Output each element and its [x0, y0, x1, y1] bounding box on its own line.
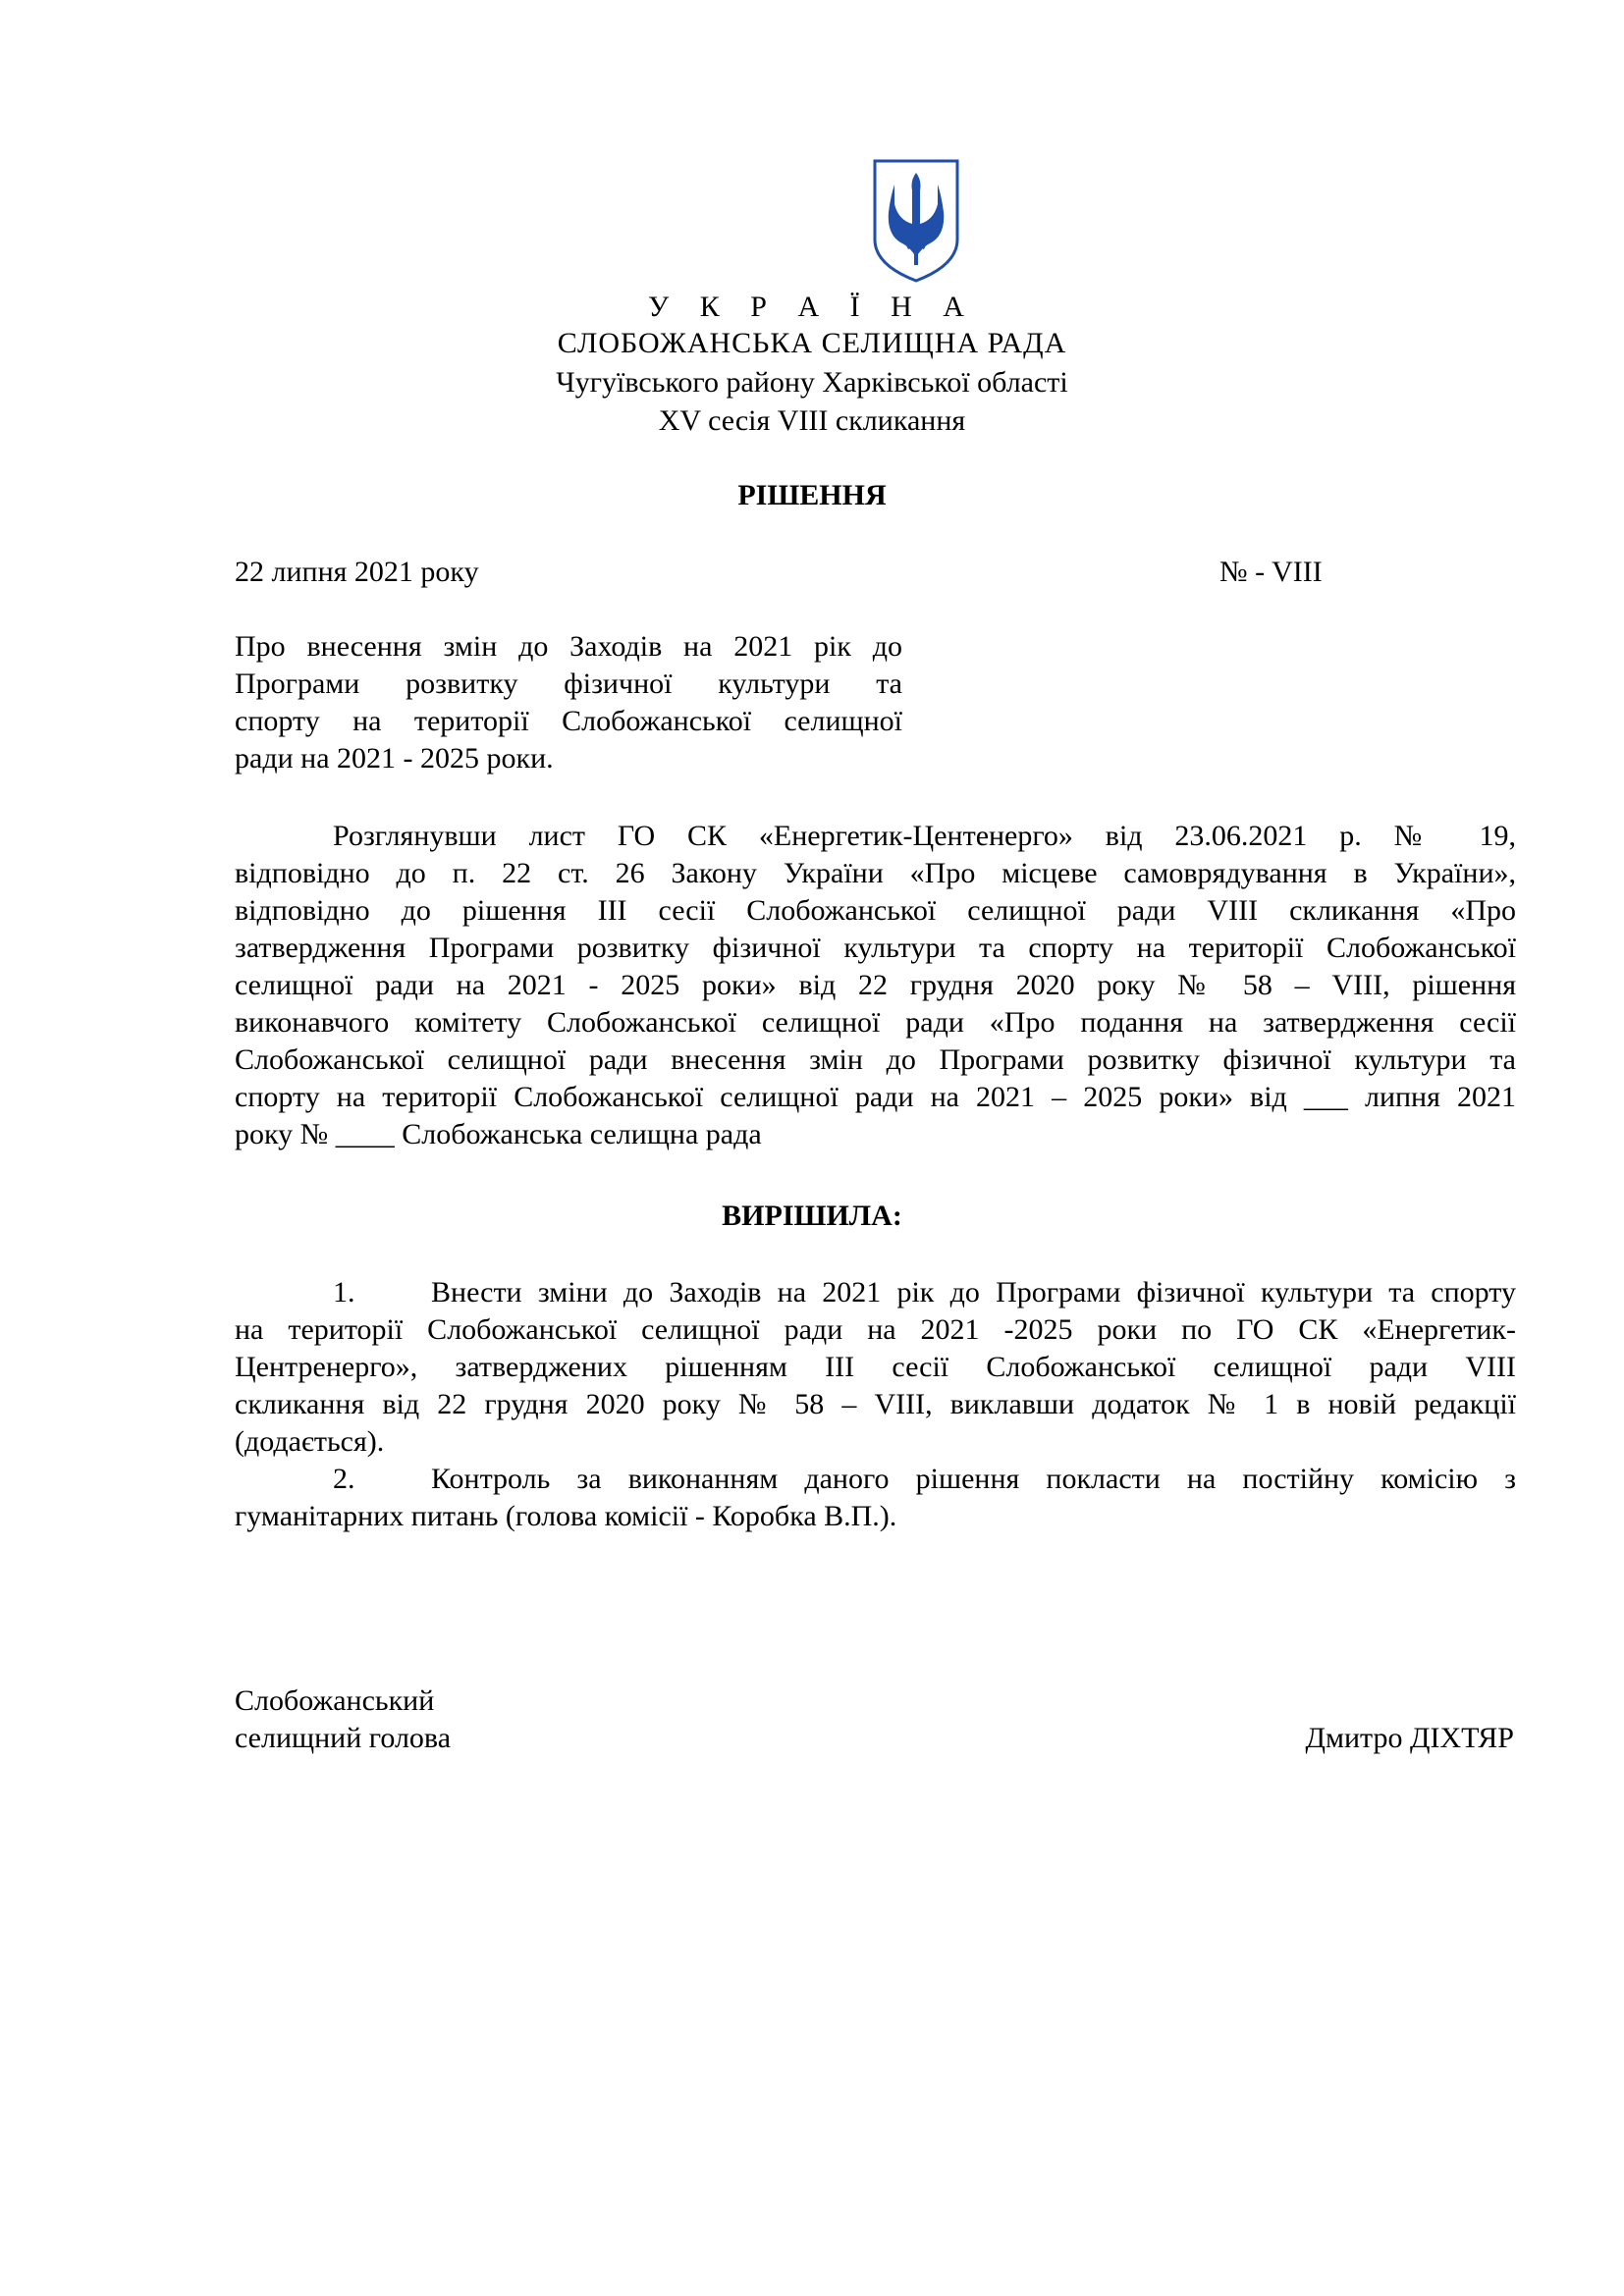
- document-title: РІШЕННЯ: [737, 479, 887, 511]
- preamble-line: виконавчого комітету Слобожанської селищної ради «Про подання на затвердження сесії: [235, 1006, 1516, 1039]
- preamble-line: Слобожанської селищної ради внесення змін до Програми розвитку фізичної культури та: [235, 1043, 1516, 1076]
- decision-subject: [235, 628, 902, 777]
- item-line: Центренерго», затверджених рішенням ІІІ сесії Слобожанської селищної ради VIII: [235, 1351, 1516, 1383]
- signatory-name: Дмитро ДІХТЯР: [1305, 1722, 1514, 1754]
- item-line: гуманітарних питань (голова комісії - Коробка В.П.).: [235, 1500, 897, 1532]
- item-text: Внести зміни до Заходів на 2021 рік до Програми фізичної культури та спорту: [431, 1276, 1516, 1308]
- preamble-line: селищної ради на 2021 - 2025 роки» від 22 грудня 2020 року № 58 – VIII, рішення: [235, 969, 1516, 1001]
- preamble-line: спорту на території Слобожанської селищної ради на 2021 – 2025 роки» від ___ липня 2021: [235, 1081, 1516, 1113]
- decided-heading: ВИРІШИЛА:: [722, 1200, 902, 1232]
- item-number: 2.: [333, 1463, 355, 1495]
- preamble-line: відповідно до рішення ІІІ сесії Слобожанської селищної ради VIII скликання «Про: [235, 894, 1516, 927]
- preamble-line: затвердження Програми розвитку фізичної культури та спорту на території Слобожанської: [235, 932, 1516, 964]
- decision-date: 22 липня 2021 року: [235, 556, 479, 588]
- signatory-position: [235, 1682, 451, 1757]
- council-name: СЛОБОЖАНСЬКА СЕЛИЩНА РАДА: [557, 327, 1067, 359]
- subject-line: Про внесення змін до Заходів на 2021 рік до: [235, 630, 902, 663]
- preamble-line: Розглянувши лист ГО СК «Енергетик-Центенерго» від 23.06.2021 р. № 19,: [333, 820, 1516, 852]
- item-text: Контроль за виконанням даного рішення покласти на постійну комісію з: [431, 1463, 1516, 1495]
- item-1-first-line: [235, 1274, 1516, 1311]
- item-number: 1.: [333, 1276, 355, 1308]
- preamble-paragraph: [235, 818, 1516, 1153]
- session-info: XV сесія VIII скликання: [658, 404, 966, 437]
- district-name: Чугуївського району Харківської області: [556, 366, 1068, 399]
- preamble-line: року № ____ Слобожанська селищна рада: [235, 1118, 762, 1150]
- position-line: Слобожанський: [235, 1684, 435, 1717]
- decision-number: № - VIII: [1219, 556, 1323, 588]
- subject-line: ради на 2021 - 2025 роки.: [235, 742, 554, 774]
- position-line: селищний голова: [235, 1722, 452, 1754]
- item-line: на території Слобожанської селищної ради на 2021 -2025 роки по ГО СК «Енергетик-: [235, 1313, 1516, 1346]
- country-name: У К Р А Ї Н А: [648, 291, 976, 323]
- decision-items: [235, 1274, 1516, 1535]
- subject-line: Програми розвитку фізичної культури та: [235, 667, 902, 700]
- preamble-line: відповідно до п. 22 ст. 26 Закону України «Про місцеве самоврядування в України»,: [235, 857, 1516, 889]
- subject-line: спорту на території Слобожанської селищної: [235, 705, 902, 737]
- item-line: скликання від 22 грудня 2020 року № 58 – VIII, виклавши додаток № 1 в новій редакції: [235, 1388, 1516, 1420]
- item-line: (додається).: [235, 1425, 385, 1458]
- coat-of-arms-icon: [869, 155, 963, 285]
- item-2-first-line: [235, 1461, 1516, 1498]
